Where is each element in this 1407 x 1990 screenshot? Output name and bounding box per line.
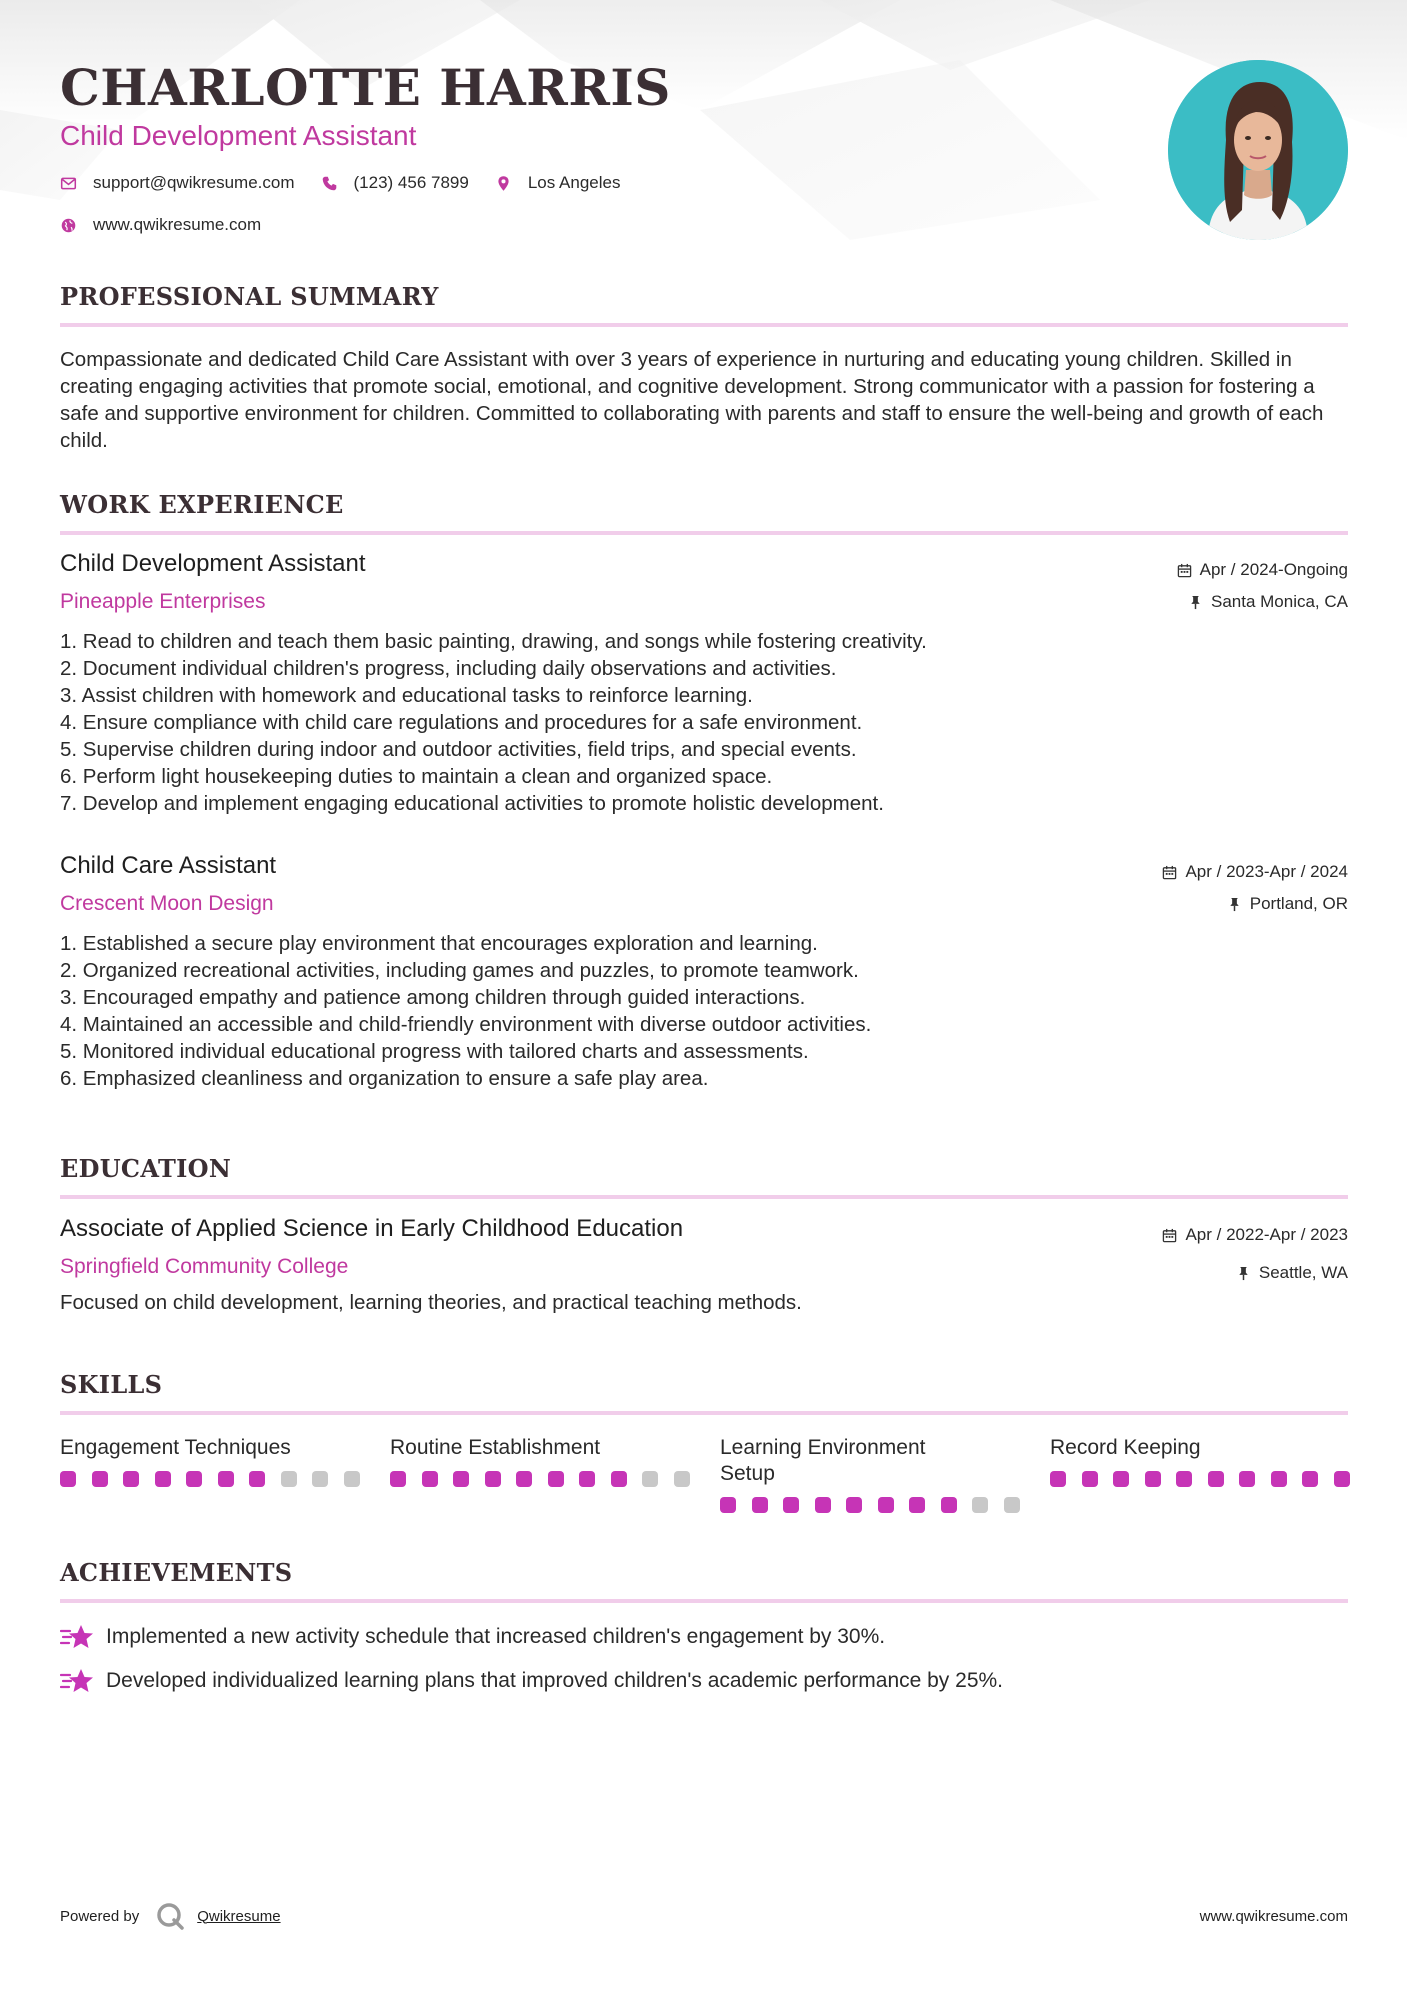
skill-item bbox=[1050, 1435, 1350, 1513]
section-divider bbox=[60, 1195, 1348, 1199]
list-item: 6. Emphasized cleanliness and organization to ensure a safe play area. bbox=[60, 1067, 709, 1090]
candidate-title: Child Development Assistant bbox=[60, 120, 417, 151]
skill-item bbox=[60, 1435, 360, 1513]
rating-dot-filled bbox=[1334, 1471, 1350, 1487]
rating-dot-filled bbox=[1302, 1471, 1318, 1487]
rating-dot-empty bbox=[312, 1471, 328, 1487]
rating-dot-filled bbox=[422, 1471, 438, 1487]
globe-icon bbox=[60, 217, 77, 234]
section-divider bbox=[60, 1599, 1348, 1603]
job-location-text: Portland, OR bbox=[1249, 894, 1348, 913]
education-location-text: Seattle, WA bbox=[1258, 1263, 1348, 1282]
map-pin-icon bbox=[495, 175, 512, 192]
job-location bbox=[1177, 586, 1348, 618]
skill-name: Routine Establishment bbox=[390, 1436, 601, 1459]
rating-dot-filled bbox=[752, 1497, 768, 1513]
list-item: 6. Perform light housekeeping duties to maintain a clean and organized space. bbox=[60, 765, 773, 788]
rating-dot-filled bbox=[720, 1497, 736, 1513]
rating-dot-filled bbox=[155, 1471, 171, 1487]
rating-dot-filled bbox=[1208, 1471, 1224, 1487]
job-date-text: Apr / 2023-Apr / 2024 bbox=[1185, 862, 1348, 881]
experience-section bbox=[60, 490, 1348, 535]
rating-dot-filled bbox=[453, 1471, 469, 1487]
phone-text: (123) 456 7899 bbox=[353, 173, 469, 192]
candidate-name: CHARLOTTE HARRIS bbox=[60, 58, 671, 117]
rating-dot-filled bbox=[941, 1497, 957, 1513]
job-company: Crescent Moon Design bbox=[60, 892, 274, 915]
list-item: 3. Assist children with homework and educational tasks to reinforce learning. bbox=[60, 684, 753, 707]
rating-dot-filled bbox=[1239, 1471, 1255, 1487]
job-title: Child Care Assistant bbox=[60, 852, 277, 879]
rating-dot-filled bbox=[60, 1471, 76, 1487]
job-meta bbox=[1177, 554, 1348, 618]
job-entry bbox=[60, 550, 1348, 817]
website-text: www.qwikresume.com bbox=[93, 215, 262, 234]
achievement-item bbox=[60, 1659, 1348, 1703]
list-item: 2. Document individual children's progress, including daily observations and activities. bbox=[60, 657, 837, 680]
rating-dot-filled bbox=[1113, 1471, 1129, 1487]
job-meta bbox=[1162, 856, 1348, 920]
rating-dot-filled bbox=[516, 1471, 532, 1487]
section-divider bbox=[60, 1411, 1348, 1415]
rating-dot-filled bbox=[548, 1471, 564, 1487]
education-date bbox=[1162, 1219, 1348, 1251]
rating-dot-filled bbox=[909, 1497, 925, 1513]
calendar-icon bbox=[1177, 563, 1192, 578]
education-description: Focused on child development, learning theories, and practical teaching methods. bbox=[60, 1291, 802, 1314]
skill-name: Learning Environment Setup bbox=[720, 1436, 926, 1485]
contact-website[interactable] bbox=[60, 215, 261, 235]
rating-dot-filled bbox=[1145, 1471, 1161, 1487]
list-item: 4. Maintained an accessible and child-friendly environment with diverse outdoor activities. bbox=[60, 1013, 872, 1036]
pushpin-icon bbox=[1188, 595, 1203, 610]
rating-dot-filled bbox=[611, 1471, 627, 1487]
location-text: Los Angeles bbox=[527, 173, 621, 192]
job-location bbox=[1162, 888, 1348, 920]
education-meta bbox=[1162, 1219, 1348, 1289]
education-heading: EDUCATION bbox=[60, 1154, 232, 1183]
star-icon bbox=[60, 1666, 94, 1696]
education-section bbox=[60, 1154, 1348, 1199]
envelope-icon bbox=[60, 175, 77, 192]
job-location-text: Santa Monica, CA bbox=[1210, 592, 1348, 611]
skills-section bbox=[60, 1370, 1348, 1513]
achievement-text: Developed individualized learning plans that improved children's academic performance by 25%. bbox=[106, 1669, 1004, 1692]
skill-rating bbox=[1050, 1471, 1350, 1487]
job-entry bbox=[60, 852, 1348, 1092]
resume-header bbox=[60, 0, 1348, 260]
skills-heading: SKILLS bbox=[60, 1370, 163, 1399]
rating-dot-filled bbox=[1050, 1471, 1066, 1487]
rating-dot-filled bbox=[485, 1471, 501, 1487]
job-responsibilities bbox=[60, 930, 1348, 1092]
summary-heading: PROFESSIONAL SUMMARY bbox=[60, 282, 439, 311]
rating-dot-filled bbox=[1082, 1471, 1098, 1487]
skill-item bbox=[720, 1435, 1020, 1513]
experience-heading: WORK EXPERIENCE bbox=[60, 490, 344, 519]
rating-dot-filled bbox=[815, 1497, 831, 1513]
job-date bbox=[1162, 856, 1348, 888]
achievements-list bbox=[60, 1615, 1348, 1703]
calendar-icon bbox=[1162, 1228, 1177, 1243]
rating-dot-filled bbox=[878, 1497, 894, 1513]
rating-dot-filled bbox=[123, 1471, 139, 1487]
section-divider bbox=[60, 323, 1348, 327]
summary-text: Compassionate and dedicated Child Care Assistant with over 3 years of experience in nurturing and educating young children. Skilled in creating engaging activities that promote social, emotional, and cognitive development. Strong communicator with a passion for fostering a safe and supportive environment for children. Committed to collaborating with parents and staff to ensure the well-being and growth of each child. bbox=[60, 348, 1324, 452]
contact-email[interactable] bbox=[60, 173, 295, 193]
qwikresume-logo-icon bbox=[155, 1901, 185, 1931]
degree-title: Associate of Applied Science in Early Childhood Education bbox=[60, 1215, 684, 1242]
rating-dot-empty bbox=[972, 1497, 988, 1513]
list-item: 5. Monitored individual educational progress with tailored charts and assessments. bbox=[60, 1040, 809, 1063]
contact-phone[interactable] bbox=[321, 173, 469, 193]
list-item: 5. Supervise children during indoor and outdoor activities, field trips, and special events. bbox=[60, 738, 857, 761]
list-item: 2. Organized recreational activities, including games and puzzles, to promote teamwork. bbox=[60, 959, 859, 982]
powered-by-label: Powered by bbox=[60, 1907, 140, 1925]
rating-dot-filled bbox=[186, 1471, 202, 1487]
list-item: 3. Encouraged empathy and patience among children through guided interactions. bbox=[60, 986, 806, 1009]
achievement-item bbox=[60, 1615, 1348, 1659]
summary-section bbox=[60, 282, 1348, 454]
school-name: Springfield Community College bbox=[60, 1255, 349, 1278]
job-date bbox=[1177, 554, 1348, 586]
section-divider bbox=[60, 531, 1348, 535]
list-item: 7. Develop and implement engaging educational activities to promote holistic development. bbox=[60, 792, 884, 815]
contact-row-website bbox=[60, 215, 287, 235]
achievements-section bbox=[60, 1558, 1348, 1703]
rating-dot-filled bbox=[1176, 1471, 1192, 1487]
rating-dot-filled bbox=[1271, 1471, 1287, 1487]
education-location bbox=[1162, 1257, 1348, 1289]
list-item: 1. Read to children and teach them basic painting, drawing, and songs while fostering creativity. bbox=[60, 630, 927, 653]
rating-dot-filled bbox=[390, 1471, 406, 1487]
job-responsibilities bbox=[60, 628, 1348, 817]
footer-website-link[interactable]: www.qwikresume.com bbox=[1199, 1907, 1348, 1925]
rating-dot-filled bbox=[783, 1497, 799, 1513]
achievements-heading: ACHIEVEMENTS bbox=[60, 1558, 293, 1587]
profile-photo-illustration bbox=[1168, 60, 1348, 240]
rating-dot-filled bbox=[249, 1471, 265, 1487]
star-icon bbox=[60, 1622, 94, 1652]
rating-dot-empty bbox=[281, 1471, 297, 1487]
phone-icon bbox=[321, 175, 338, 192]
education-date-text: Apr / 2022-Apr / 2023 bbox=[1185, 1225, 1348, 1244]
rating-dot-empty bbox=[1004, 1497, 1020, 1513]
page-footer bbox=[60, 1898, 1348, 1934]
rating-dot-filled bbox=[846, 1497, 862, 1513]
list-item: 1. Established a secure play environment that encourages exploration and learning. bbox=[60, 932, 818, 955]
qwikresume-link[interactable]: Qwikresume bbox=[197, 1907, 281, 1925]
pushpin-icon bbox=[1236, 1266, 1251, 1281]
contact-row bbox=[60, 173, 646, 193]
job-title: Child Development Assistant bbox=[60, 550, 366, 577]
skills-grid bbox=[60, 1435, 1348, 1513]
avatar bbox=[1168, 60, 1348, 240]
skill-name: Engagement Techniques bbox=[60, 1436, 291, 1459]
skill-name: Record Keeping bbox=[1050, 1436, 1201, 1459]
rating-dot-empty bbox=[642, 1471, 658, 1487]
skill-item bbox=[390, 1435, 690, 1513]
job-company: Pineapple Enterprises bbox=[60, 590, 266, 613]
achievement-text: Implemented a new activity schedule that increased children's engagement by 30%. bbox=[106, 1625, 886, 1648]
skill-rating bbox=[390, 1471, 690, 1487]
calendar-icon bbox=[1162, 865, 1177, 880]
job-date-text: Apr / 2024-Ongoing bbox=[1199, 560, 1348, 579]
rating-dot-empty bbox=[674, 1471, 690, 1487]
rating-dot-filled bbox=[92, 1471, 108, 1487]
skill-rating bbox=[720, 1497, 1020, 1513]
education-entry bbox=[60, 1215, 1348, 1316]
contact-location bbox=[495, 173, 621, 193]
skill-rating bbox=[60, 1471, 360, 1487]
rating-dot-filled bbox=[579, 1471, 595, 1487]
list-item: 4. Ensure compliance with child care regulations and procedures for a safe environment. bbox=[60, 711, 863, 734]
rating-dot-empty bbox=[344, 1471, 360, 1487]
pushpin-icon bbox=[1227, 897, 1242, 912]
email-text: support@qwikresume.com bbox=[93, 173, 295, 192]
resume-page bbox=[60, 0, 1348, 1692]
rating-dot-filled bbox=[218, 1471, 234, 1487]
